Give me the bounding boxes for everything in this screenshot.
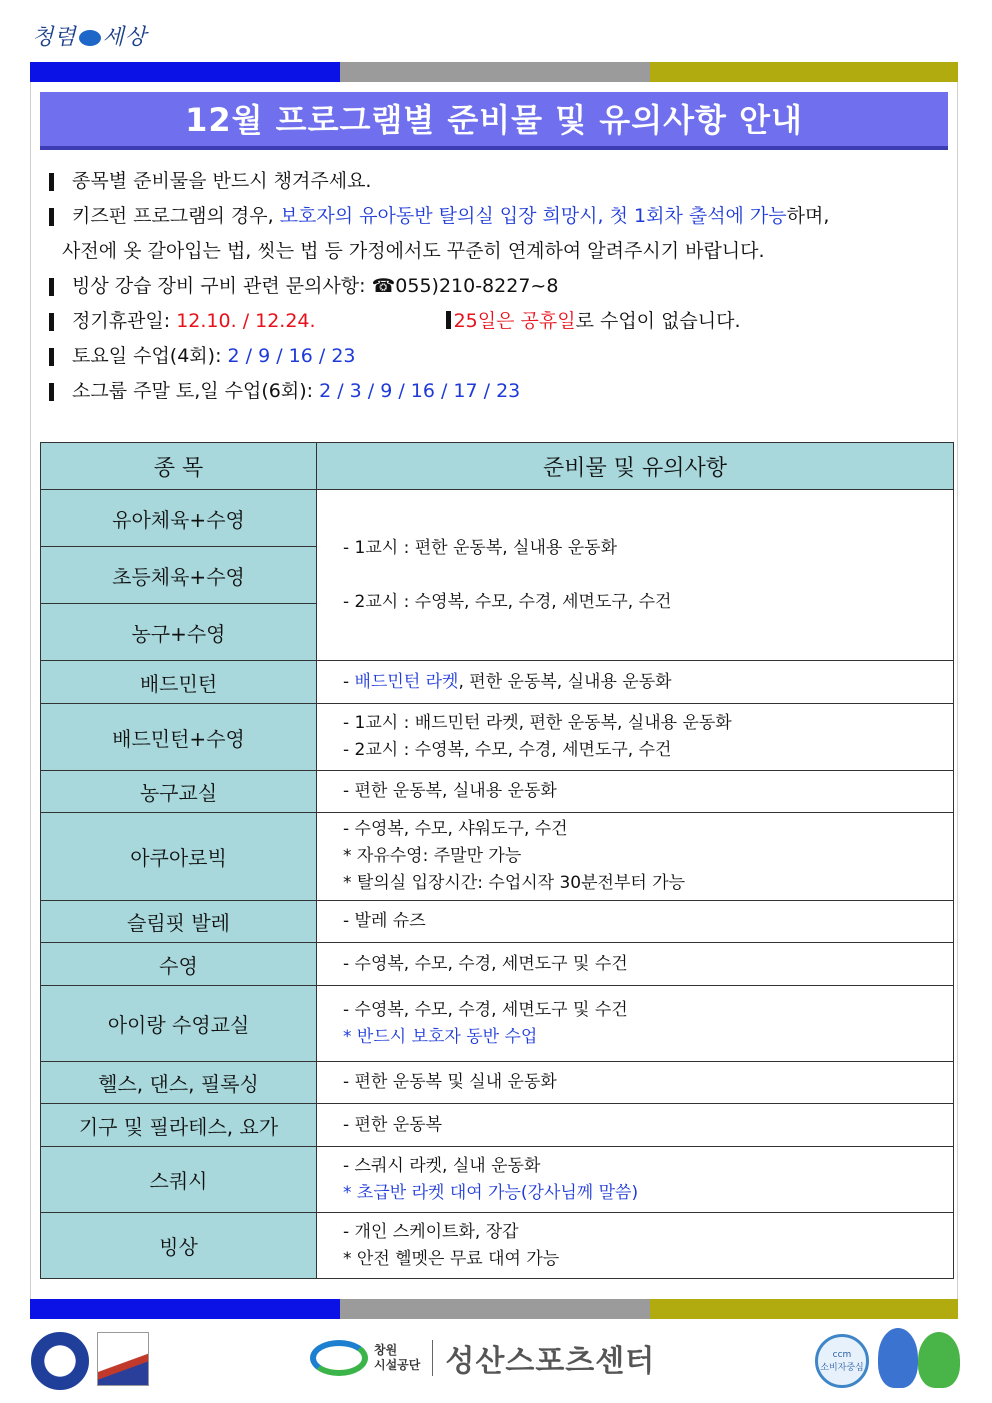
- event-name: 스쿼시: [41, 1147, 317, 1213]
- table-row: [41, 1104, 954, 1147]
- org-name: 창원 시설공단: [374, 1343, 421, 1372]
- event-notes: - 수영복, 수모, 수경, 세면도구 및 수건 * 반드시 보호자 동반 수업: [317, 986, 954, 1062]
- notice-item-continued: 사전에 옷 갈아입는 법, 씻는 법 등 가정에서도 꾸준히 연계하여 알려주시기 바랍니다.: [62, 240, 765, 262]
- top-color-stripe: [30, 62, 958, 82]
- table-row: [41, 1062, 954, 1104]
- event-notes: - 발레 슈즈: [317, 901, 954, 943]
- event-name: 기구 및 필라테스, 요가: [41, 1104, 317, 1147]
- event-name: 아이랑 수영교실: [41, 986, 317, 1062]
- event-name: 농구교실: [41, 771, 317, 813]
- header-event: 종 목: [41, 443, 317, 490]
- mascot-blue-icon: [878, 1328, 918, 1388]
- mascot-green-icon: [918, 1332, 960, 1388]
- notice-list: [46, 164, 951, 409]
- event-name: 배드민턴+수영: [41, 704, 317, 771]
- event-name: 초등체육+수영: [41, 547, 317, 604]
- table-row: [41, 1147, 954, 1213]
- event-name: 수영: [41, 943, 317, 986]
- event-notes: - 1교시 : 편한 운동복, 실내용 운동화 - 2교시 : 수영복, 수모, 수경, 세면도구, 수건: [317, 490, 954, 661]
- header-notes: 준비물 및 유의사항: [317, 443, 954, 490]
- event-notes: - 편한 운동복 및 실내 운동화: [317, 1062, 954, 1104]
- event-name: 아쿠아로빅: [41, 813, 317, 901]
- event-name: 농구+수영: [41, 604, 317, 661]
- event-name: 빙상: [41, 1213, 317, 1279]
- event-name: 유아체육+수영: [41, 490, 317, 547]
- logo-text-right: 세상: [102, 25, 148, 50]
- logo-globe-icon: [79, 30, 101, 46]
- event-notes: - 편한 운동복: [317, 1104, 954, 1147]
- notice-item-closures: 정기휴관일: 12.10. / 12.24. 25일은 공휴일로 수업이 없습니다.: [46, 304, 951, 339]
- certification-badge-icon: [97, 1332, 149, 1386]
- notice-item: 빙상 강습 장비 구비 관련 문의사항: ☎055)210-8227~8: [46, 269, 951, 304]
- event-name: 헬스, 댄스, 필록싱: [41, 1062, 317, 1104]
- event-notes: - 수영복, 수모, 수경, 세면도구 및 수건: [317, 943, 954, 986]
- ccm-badge-icon: ccm 소비자중심: [815, 1334, 869, 1388]
- page-title: 12월 프로그램별 준비물 및 유의사항 안내: [40, 92, 948, 150]
- event-notes: - 개인 스케이트화, 장갑 * 안전 헬멧은 무료 대여 가능: [317, 1213, 954, 1279]
- event-notes: - 배드민턴 라켓, 편한 운동복, 실내용 운동화: [317, 661, 954, 704]
- notice-item-saturday: 토요일 수업(4회): 2 / 9 / 16 / 23: [46, 339, 951, 374]
- bottom-color-stripe: [30, 1299, 958, 1319]
- table-row: [41, 901, 954, 943]
- footer: [0, 1322, 992, 1392]
- organization-logo: [310, 1336, 655, 1380]
- program-table: [40, 442, 954, 1279]
- table-row: [41, 661, 954, 704]
- table-row: [41, 771, 954, 813]
- table-row: [41, 704, 954, 771]
- event-notes: - 편한 운동복, 실내용 운동화: [317, 771, 954, 813]
- center-name: 성산스포츠센터: [445, 1344, 656, 1379]
- table-row: [41, 1213, 954, 1279]
- event-notes: - 수영복, 수모, 샤워도구, 수건 * 자유수영: 주말만 가능 * 탈의실 입장시간: 수업시작 30분전부터 가능: [317, 813, 954, 901]
- event-name: 배드민턴: [41, 661, 317, 704]
- table-row: [41, 986, 954, 1062]
- table-row: [41, 490, 954, 547]
- event-notes: - 스쿼시 라켓, 실내 운동화 * 초급반 라켓 대여 가능(강사님께 말씀): [317, 1147, 954, 1213]
- human-rights-seal-icon: [31, 1332, 89, 1390]
- top-logo: [32, 20, 147, 51]
- table-header-row: [41, 443, 954, 490]
- swirl-logo-icon: [310, 1340, 368, 1376]
- table-row: [41, 943, 954, 986]
- event-name: 슬림핏 발레: [41, 901, 317, 943]
- notice-item: 키즈펀 프로그램의 경우, 보호자의 유아동반 탈의실 입장 희망시, 첫 1회차 출석에 가능하며,: [46, 199, 951, 234]
- logo-text-left: 청렴: [32, 25, 77, 50]
- event-notes: - 1교시 : 배드민턴 라켓, 편한 운동복, 실내용 운동화 - 2교시 : 수영복, 수모, 수경, 세면도구, 수건: [317, 704, 954, 771]
- table-row: [41, 813, 954, 901]
- notice-item: 종목별 준비물을 반드시 챙겨주세요.: [46, 164, 951, 199]
- notice-item-weekend: 소그룹 주말 토,일 수업(6회): 2 / 3 / 9 / 16 / 17 / 23: [46, 374, 951, 409]
